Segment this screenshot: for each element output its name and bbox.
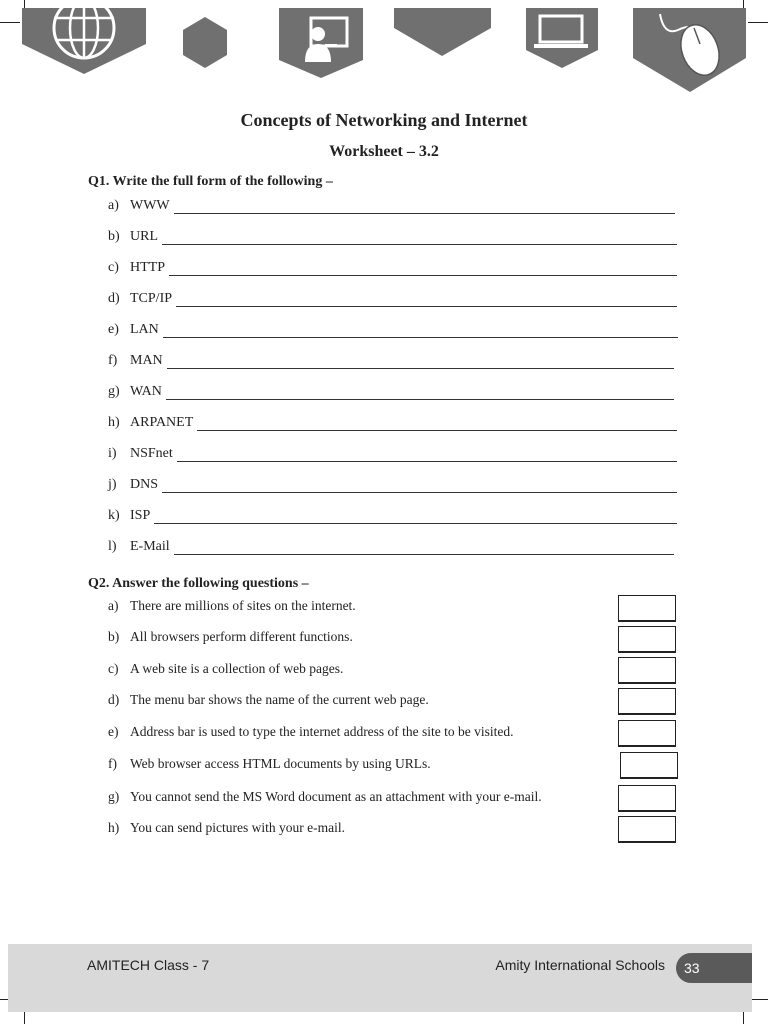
q2-item: [108, 756, 431, 772]
q1-item-label: c): [108, 260, 119, 275]
q2-item: [108, 661, 343, 677]
answer-line[interactable]: [163, 323, 678, 338]
q1-item: [108, 256, 677, 276]
q2-item: [108, 724, 514, 740]
q2-item-label: c): [108, 661, 119, 676]
q1-item-term: ARPANET: [130, 415, 194, 430]
q1-item-term: E-Mail: [130, 539, 170, 554]
q1-item-label: e): [108, 322, 119, 337]
answer-line[interactable]: [169, 261, 677, 276]
answer-line[interactable]: [154, 509, 677, 524]
answer-line[interactable]: [176, 292, 677, 307]
q1-item-term: TCP/IP: [130, 291, 173, 306]
q2-item-label: b): [108, 629, 120, 644]
q2-item: [108, 820, 345, 836]
q1-item-label: a): [108, 198, 119, 213]
q1-item-label: d): [108, 291, 120, 306]
teacher-presentation-icon: [279, 8, 363, 78]
q1-item-term: MAN: [130, 353, 163, 368]
q1-item: [108, 504, 677, 524]
q2-item-label: h): [108, 820, 120, 835]
q2-item-label: g): [108, 789, 120, 804]
q2-item-text: You cannot send the MS Word document as an attachment with your e-mail.: [130, 789, 542, 804]
computer-mouse-icon: [633, 8, 746, 92]
q1-item-label: g): [108, 384, 120, 399]
q2-item-label: d): [108, 692, 120, 707]
header-icon-band: [0, 0, 768, 100]
q1-item-label: b): [108, 229, 120, 244]
blank-pentagon-icon: [394, 8, 491, 56]
q2-item-label: f): [108, 756, 117, 771]
q1-item: [108, 473, 677, 493]
q2-item-text: All browsers perform different functions.: [130, 629, 353, 644]
answer-box[interactable]: [618, 626, 676, 653]
q1-item: [108, 380, 674, 400]
q1-item: [108, 411, 677, 431]
q2-item-text: There are millions of sites on the internet.: [130, 598, 356, 613]
footer-school-name: Amity International Schools: [495, 957, 665, 973]
page-number: 33: [684, 960, 700, 976]
answer-line[interactable]: [166, 385, 674, 400]
q1-item-label: h): [108, 415, 120, 430]
answer-box[interactable]: [618, 688, 676, 715]
answer-box[interactable]: [620, 752, 678, 779]
q1-item: [108, 535, 674, 555]
q1-heading: Q1. Write the full form of the following –: [88, 174, 333, 189]
q2-item: [108, 629, 353, 645]
q1-item-label: k): [108, 508, 120, 523]
q1-item: [108, 194, 675, 214]
q1-item-label: l): [108, 539, 117, 554]
q1-item: [108, 442, 677, 462]
answer-line[interactable]: [167, 354, 674, 369]
q1-item-term: ISP: [130, 508, 151, 523]
q2-item: [108, 692, 429, 708]
q1-item: [108, 318, 678, 338]
q1-item-label: j): [108, 477, 117, 492]
answer-box[interactable]: [618, 816, 676, 843]
answer-box[interactable]: [618, 657, 676, 684]
answer-line[interactable]: [174, 540, 674, 555]
q1-item-term: LAN: [130, 322, 159, 337]
answer-box[interactable]: [618, 785, 676, 812]
q2-item-text: You can send pictures with your e-mail.: [130, 820, 345, 835]
q2-item-text: The menu bar shows the name of the current web page.: [130, 692, 429, 707]
answer-line[interactable]: [197, 416, 677, 431]
q2-item-label: e): [108, 724, 119, 739]
q2-item-text: Web browser access HTML documents by using URLs.: [130, 756, 431, 771]
q2-heading: Q2. Answer the following questions –: [88, 576, 309, 591]
answer-line[interactable]: [162, 478, 677, 493]
worksheet-subtitle: Worksheet – 3.2: [329, 143, 439, 160]
answer-box[interactable]: [618, 720, 676, 747]
q2-item: [108, 789, 542, 805]
answer-line[interactable]: [162, 230, 677, 245]
answer-box[interactable]: [618, 595, 676, 622]
q1-item: [108, 349, 674, 369]
q1-item-term: DNS: [130, 477, 159, 492]
footer-course-label: AMITECH Class - 7: [87, 957, 210, 973]
q1-item: [108, 287, 677, 307]
answer-line[interactable]: [177, 447, 677, 462]
q2-item-text: Address bar is used to type the internet address of the site to be visited.: [130, 724, 514, 739]
hexagon-icon: [183, 17, 227, 68]
footer-band: [8, 944, 752, 1012]
q1-item-term: URL: [130, 229, 158, 244]
q2-item-label: a): [108, 598, 119, 613]
q1-item-term: HTTP: [130, 260, 165, 275]
answer-line[interactable]: [174, 199, 675, 214]
page-number-badge: [676, 953, 752, 983]
q1-item-label: i): [108, 446, 117, 461]
q1-item-term: WWW: [130, 198, 170, 213]
globe-icon: [22, 0, 146, 74]
q1-item-label: f): [108, 353, 118, 368]
q2-item: [108, 598, 356, 614]
q1-item-term: WAN: [130, 384, 162, 399]
laptop-icon: [526, 8, 598, 68]
page-title: Concepts of Networking and Internet: [240, 110, 528, 130]
q2-item-text: A web site is a collection of web pages.: [130, 661, 344, 676]
q1-item-term: NSFnet: [130, 446, 173, 461]
q1-item: [108, 225, 677, 245]
